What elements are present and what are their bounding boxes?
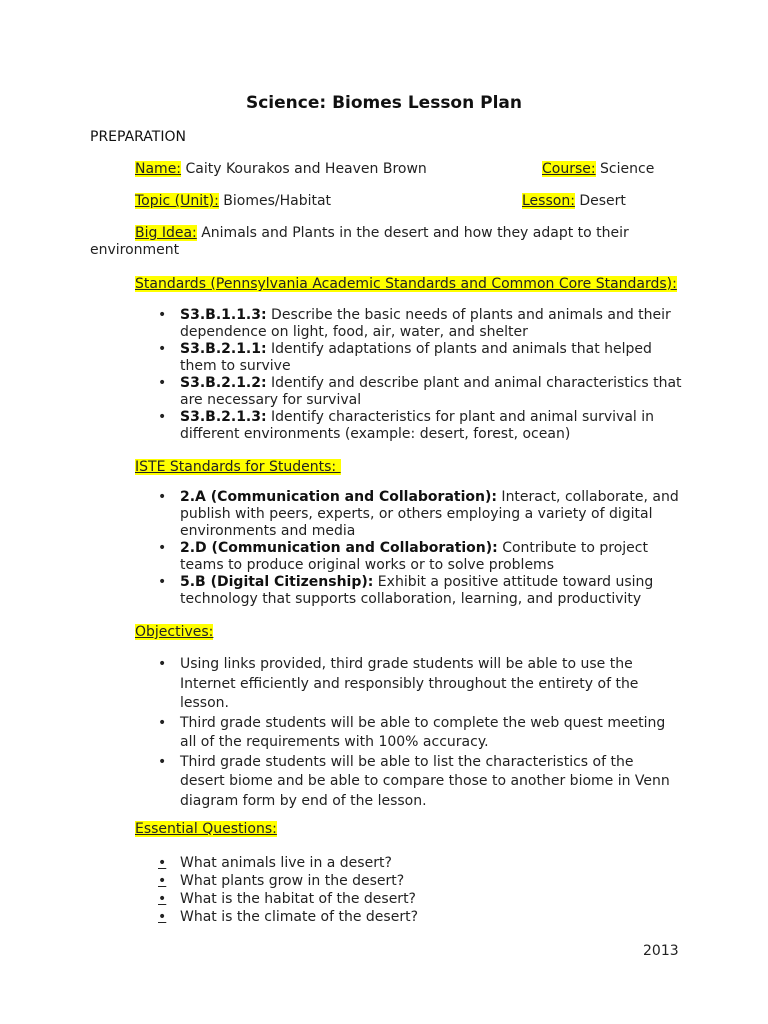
- footer-year: 2013: [643, 943, 679, 959]
- name-value: Caity Kourakos and Heaven Brown: [181, 161, 427, 177]
- question-text: What animals live in a desert?: [180, 855, 392, 871]
- iste-text: Contribute to project teams to produce original works or to solve problems: [180, 540, 648, 573]
- list-item: [180, 540, 690, 574]
- topic-line: [135, 193, 331, 210]
- question-text: What plants grow in the desert?: [180, 873, 405, 889]
- iste-code: 2.A (Communication and Collaboration):: [180, 489, 497, 505]
- standard-text: Describe the basic needs of plants and animals and their dependence on light, food, air, water, and shelter: [180, 307, 671, 340]
- objectives-list: [180, 655, 680, 811]
- list-item: • Using links provided, third grade students will be able to use the Internet efficiently and responsibly throughout the entirety of the lesson.: [180, 655, 680, 714]
- lesson-value: Desert: [574, 193, 626, 209]
- list-item: [180, 307, 690, 341]
- essential-questions-list: [158, 854, 418, 926]
- list-item: [180, 375, 690, 409]
- objectives-heading: [135, 624, 213, 641]
- name-line: [135, 161, 427, 178]
- list-item: [180, 409, 690, 443]
- list-item: [158, 872, 418, 890]
- bullet-icon: •: [158, 909, 167, 925]
- list-item: • Third grade students will be able to complete the web quest meeting all of the requirements with 100% accuracy.: [180, 714, 680, 753]
- course-label: Course:: [542, 161, 596, 177]
- list-item: [180, 341, 690, 375]
- page-title: Science: Biomes Lesson Plan: [245, 93, 522, 113]
- name-label: Name:: [135, 161, 182, 177]
- standard-text: Identify and describe plant and animal characteristics that are necessary for survival: [180, 375, 682, 408]
- bullet-icon: •: [158, 891, 167, 907]
- course-value: Science: [595, 161, 655, 177]
- lesson-label: Lesson:: [522, 193, 575, 209]
- topic-value: Biomes/Habitat: [218, 193, 332, 209]
- standards-heading-text: Standards (Pennsylvania Academic Standards and Common Core Standards):: [135, 276, 677, 292]
- standards-heading: [135, 276, 677, 293]
- iste-heading-text: ISTE Standards for Students:: [135, 459, 341, 475]
- objectives-heading-text: Objectives:: [135, 624, 214, 640]
- list-item: [158, 890, 418, 908]
- section-preparation: PREPARATION: [90, 129, 186, 145]
- standard-text: Identify characteristics for plant and animal survival in different environments (example: desert, forest, ocean): [180, 409, 655, 442]
- standard-code: S3.B.2.1.3:: [180, 409, 267, 425]
- iste-code: 5.B (Digital Citizenship):: [180, 574, 374, 590]
- essential-questions-heading-text: Essential Questions:: [135, 821, 277, 837]
- standard-code: S3.B.2.1.1:: [180, 341, 267, 357]
- list-item: [180, 574, 690, 608]
- standard-text: Identify adaptations of plants and animals that helped them to survive: [180, 341, 652, 374]
- lesson-line: [522, 193, 626, 210]
- iste-text: Interact, collaborate, and publish with peers, experts, or others employing a variety of digital environments and media: [180, 489, 679, 539]
- bullet-icon: •: [158, 855, 167, 871]
- list-item: [158, 854, 418, 872]
- list-item: [180, 489, 690, 540]
- standard-code: S3.B.2.1.2:: [180, 375, 267, 391]
- bullet-icon: •: [158, 873, 167, 889]
- course-line: [542, 161, 654, 178]
- iste-heading: [135, 459, 341, 476]
- big-idea-value: Animals and Plants in the desert and how they adapt to their environment: [90, 225, 629, 258]
- iste-code: 2.D (Communication and Collaboration):: [180, 540, 498, 556]
- iste-text: Exhibit a positive attitude toward using technology that supports collaboration, learning, and productivity: [180, 574, 654, 607]
- question-text: What is the climate of the desert?: [180, 909, 418, 925]
- standard-code: S3.B.1.1.3:: [180, 307, 267, 323]
- big-idea-label: Big Idea:: [135, 225, 197, 241]
- iste-list: [180, 489, 690, 608]
- essential-questions-heading: [135, 821, 277, 838]
- big-idea-paragraph: [90, 225, 640, 259]
- list-item: [158, 908, 418, 926]
- topic-label: Topic (Unit):: [135, 193, 219, 209]
- list-item: • Third grade students will be able to list the characteristics of the desert biome and be able to compare those to another biome in Venn diagram form by end of the lesson.: [180, 753, 680, 812]
- standards-list: [180, 307, 690, 443]
- question-text: What is the habitat of the desert?: [180, 891, 416, 907]
